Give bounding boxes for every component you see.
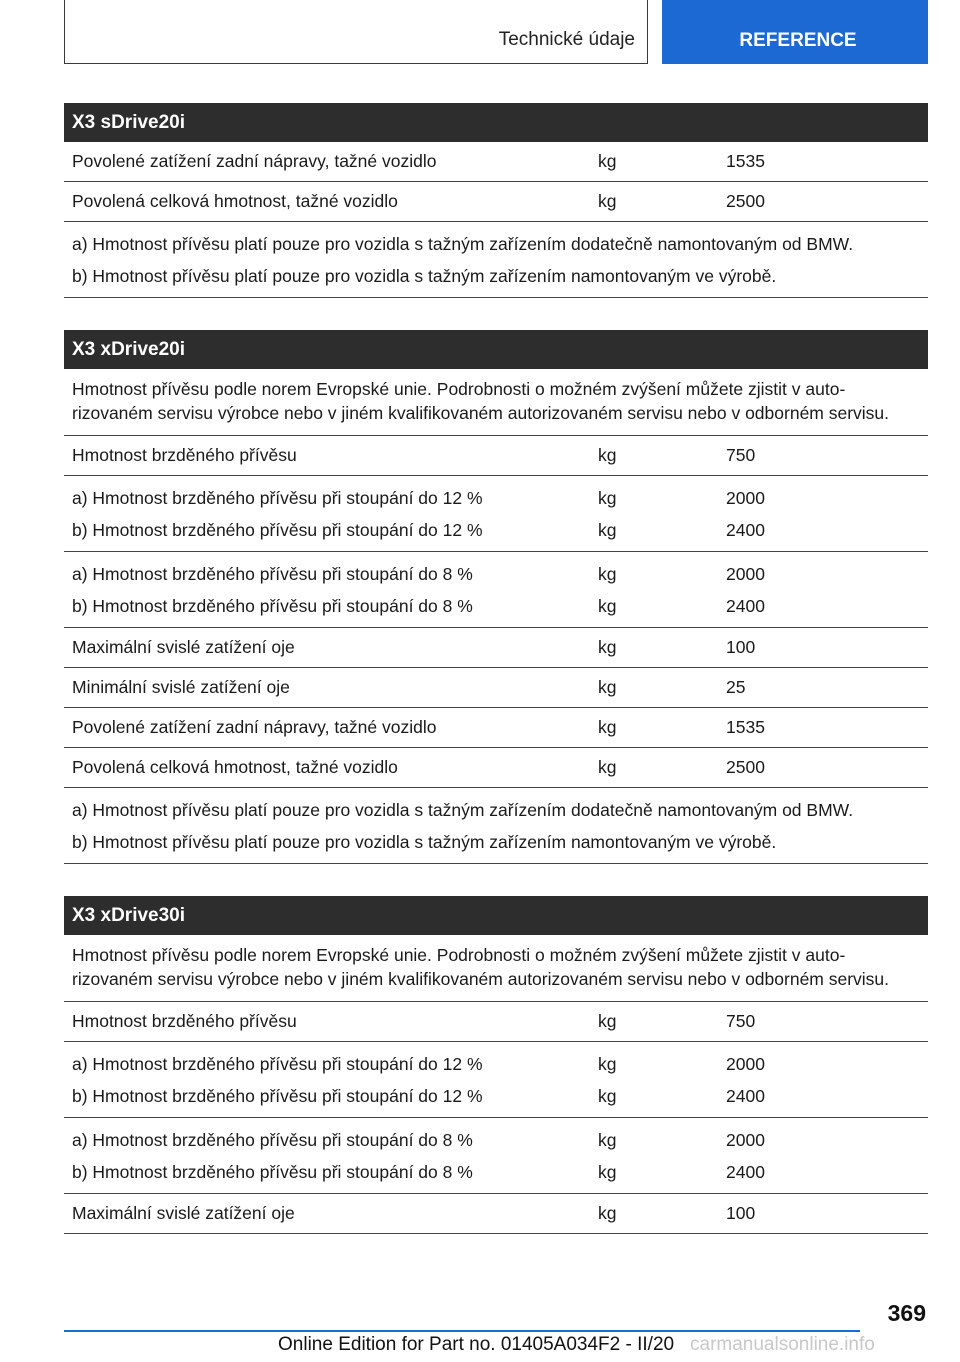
row-label: Hmotnost brzděného přívěsu (64, 436, 590, 476)
section-heading: X3 xDrive30i (64, 896, 928, 935)
intro-paragraph: Hmotnost přívěsu podle norem Evropské unie. Podrobnosti o možném zvýšení můžete zjistit v autorizovaném servisu výrobce nebo v jiném kvalifikovaném autorizovaném servisu nebo v odborném servisu. (64, 935, 928, 1002)
row-value: 1535 (718, 142, 928, 182)
table-row (64, 1002, 928, 1042)
row-value: 100 (718, 1194, 928, 1234)
table-row (64, 1042, 928, 1118)
footnote-line: b) Hmotnost přívěsu platí pouze pro vozidla s tažným zařízením namontovaným ve výrobě. (72, 266, 777, 286)
section-heading: X3 sDrive20i (64, 103, 928, 142)
row-unit: kg (590, 748, 718, 788)
edition-text: Online Edition for Part no. 01405A034F2 - II/20 (278, 1334, 675, 1355)
row-label: b) Hmotnost brzděného přívěsu při stoupání do 8 % (72, 596, 473, 616)
row-unit: kg (598, 1054, 617, 1074)
footnote-line: a) Hmotnost přívěsu platí pouze pro vozidla s tažným zařízením dodatečně namontovaným od BMW. (72, 234, 854, 254)
row-labels (64, 1042, 590, 1118)
table-row (64, 935, 928, 1002)
spec-table (64, 103, 928, 298)
row-value: 2000 (726, 1130, 765, 1150)
row-label: Povolené zatížení zadní nápravy, tažné vozidlo (64, 708, 590, 748)
row-labels (64, 552, 590, 628)
watermark: carmanualsonline.info (690, 1334, 875, 1355)
row-label: Povolená celková hmotnost, tažné vozidlo (64, 182, 590, 222)
row-value: 2000 (726, 564, 765, 584)
row-labels (64, 476, 590, 552)
row-unit: kg (590, 628, 718, 668)
row-values (718, 552, 928, 628)
table-header-row (64, 330, 928, 369)
table-row (64, 182, 928, 222)
spec-content (64, 103, 928, 1266)
row-labels (64, 1118, 590, 1194)
row-value: 1535 (718, 708, 928, 748)
section-heading: X3 xDrive20i (64, 330, 928, 369)
row-label: Povolená celková hmotnost, tažné vozidlo (64, 748, 590, 788)
table-row (64, 436, 928, 476)
row-label: Povolené zatížení zadní nápravy, tažné vozidlo (64, 142, 590, 182)
row-label: a) Hmotnost brzděného přívěsu při stoupání do 12 % (72, 488, 483, 508)
row-label: Maximální svislé zatížení oje (64, 1194, 590, 1234)
row-label: a) Hmotnost brzděného přívěsu při stoupání do 8 % (72, 564, 473, 584)
intro-paragraph: Hmotnost přívěsu podle norem Evropské unie. Podrobnosti o možném zvýšení můžete zjistit v autorizovaném servisu výrobce nebo v jiném kvalifikovaném autorizovaném servisu nebo v odborném servisu. (64, 369, 928, 436)
row-label: Maximální svislé zatížení oje (64, 628, 590, 668)
table-row (64, 748, 928, 788)
table-row (64, 552, 928, 628)
row-value: 2400 (726, 1162, 765, 1182)
row-label: Minimální svislé zatížení oje (64, 668, 590, 708)
spec-table (64, 896, 928, 1234)
table-row (64, 369, 928, 436)
row-values (718, 1042, 928, 1118)
row-value: 25 (718, 668, 928, 708)
table-row (64, 628, 928, 668)
table-header-row (64, 103, 928, 142)
row-label: a) Hmotnost brzděného přívěsu při stoupání do 8 % (72, 1130, 473, 1150)
row-unit: kg (590, 708, 718, 748)
row-unit: kg (598, 1086, 617, 1106)
row-label: b) Hmotnost brzděného přívěsu při stoupání do 8 % (72, 1162, 473, 1182)
row-value: 2000 (726, 488, 765, 508)
row-unit: kg (590, 1194, 718, 1234)
row-value: 2400 (726, 520, 765, 540)
row-value: 750 (718, 436, 928, 476)
footer-divider (64, 1330, 860, 1332)
row-values (718, 476, 928, 552)
table-row (64, 788, 928, 864)
reference-tab[interactable] (662, 0, 928, 64)
row-unit: kg (598, 564, 617, 584)
row-label: Hmotnost brzděného přívěsu (64, 1002, 590, 1042)
row-unit: kg (598, 488, 617, 508)
footnote-line: b) Hmotnost přívěsu platí pouze pro vozidla s tažným zařízením namontovaným ve výrobě. (72, 832, 777, 852)
row-value: 100 (718, 628, 928, 668)
row-units (590, 552, 718, 628)
row-value: 2500 (718, 182, 928, 222)
row-unit: kg (598, 596, 617, 616)
table-row (64, 708, 928, 748)
row-label: b) Hmotnost brzděného přívěsu při stoupání do 12 % (72, 520, 483, 540)
reference-tab-label: REFERENCE (739, 30, 857, 51)
table-row (64, 476, 928, 552)
row-unit: kg (590, 142, 718, 182)
row-units (590, 476, 718, 552)
row-label: b) Hmotnost brzděného přívěsu při stoupání do 12 % (72, 1086, 483, 1106)
row-unit: kg (598, 1130, 617, 1150)
row-value: 2400 (726, 596, 765, 616)
row-unit: kg (590, 1002, 718, 1042)
table-row (64, 222, 928, 298)
table-row (64, 668, 928, 708)
row-value: 750 (718, 1002, 928, 1042)
row-values (718, 1118, 928, 1194)
table-row (64, 142, 928, 182)
section-title: Technické údaje (498, 29, 635, 50)
table-row (64, 1194, 928, 1234)
footnote-cell (64, 788, 928, 864)
footnote-line: a) Hmotnost přívěsu platí pouze pro vozidla s tažným zařízením dodatečně namontovaným od BMW. (72, 800, 854, 820)
row-unit: kg (590, 182, 718, 222)
header-box (64, 0, 648, 64)
spec-table (64, 330, 928, 864)
row-value: 2400 (726, 1086, 765, 1106)
row-unit: kg (598, 520, 617, 540)
row-value: 2000 (726, 1054, 765, 1074)
table-header-row (64, 896, 928, 935)
footnote-cell (64, 222, 928, 298)
row-units (590, 1042, 718, 1118)
row-label: a) Hmotnost brzděného přívěsu při stoupání do 12 % (72, 1054, 483, 1074)
page-number: 369 (887, 1300, 926, 1326)
table-row (64, 1118, 928, 1194)
row-unit: kg (590, 436, 718, 476)
row-units (590, 1118, 718, 1194)
row-unit: kg (590, 668, 718, 708)
row-value: 2500 (718, 748, 928, 788)
row-unit: kg (598, 1162, 617, 1182)
